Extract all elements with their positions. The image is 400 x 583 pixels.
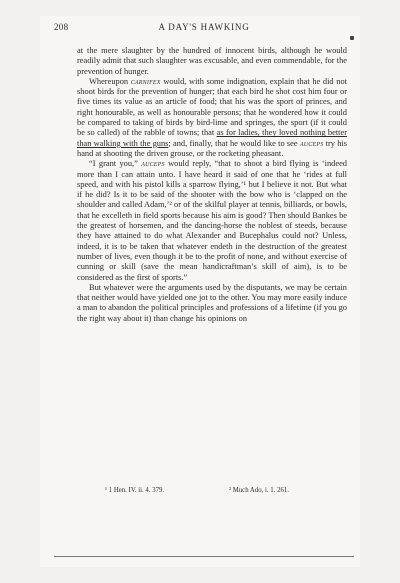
paragraph-2-text-d: try his hand at shooting the driven grouse, or the rocketing pheasant. xyxy=(77,138,348,158)
paragraph-3-text-a: “I grant you,” xyxy=(89,159,142,169)
page-number: 208 xyxy=(54,22,69,32)
paragraph-2-text-b: would, with some indignation, explain that he did not shoot birds for the prevention of hunger; that each bird he shot cost him four or five times its value as an article of food; that his was the sport of princes, and right honourable, as well as honourable persons; that he wondered how it could be compared to taking of birds by bird-lime and springes, the sport (if it could be so called) of the rabble of towns; that xyxy=(77,76,347,138)
paragraph-3 xyxy=(77,159,347,283)
running-title: A DAY'S HAWKING xyxy=(158,22,250,32)
book-page xyxy=(40,16,360,567)
footnote-1: ¹ 1 Hen. IV. ii. 4. 379. xyxy=(105,487,165,494)
name-auceps-2: auceps xyxy=(141,159,165,169)
bottom-rule xyxy=(54,556,354,557)
page-header xyxy=(54,22,354,34)
paragraph-2 xyxy=(77,77,347,159)
name-carnifex: carnifex xyxy=(130,76,161,86)
paragraph-1: at the mere slaughter by the hundred of innocent birds, although he would readily admit that such slaughter was excusable, and even commendable, for the prevention of hunger. xyxy=(77,46,347,76)
paragraph-2-text-a: Whereupon xyxy=(89,76,131,86)
footnote-2: ² Much Ado, i. 1. 261. xyxy=(229,487,290,494)
paragraph-4: But whatever were the arguments used by the disputants, we may be certain that neither would have yielded one jot to the other. You may more easily induce a man to abandon the political principles and professions of a lifetime (if you go the right way about it) than change his opinions on xyxy=(77,282,347,323)
name-auceps: auceps xyxy=(299,138,324,148)
paragraph-3-text-b: would reply, “that to shoot a bird flying is ‘indeed more than I can attain unto. I have heard it said of one that he ‘rides at full speed, and with his pistol kills a sparrow flying,’¹ but I believe it not. But what if he did? Is it to be said of the shooter with the bow who is ‘clapped on the shoulder and called Adam,’² or of the skilful player at tennis, billiards, or bowls, that he excelleth in field sports because his aim is good? Then should Bankes be the greatest of horsemen, and the dancing-horse the noblest of steeds, because they have attained to do what Alexander and Bucephalus could not? Unless, indeed, it is to be taken that whatever endeth in the destruction of the greatest number of lives, even though it be to the profit of none, and without exercise of cunning or skill (save the mean handicraftman’s skill of aim), is to be considered as the first of sports.” xyxy=(77,159,347,282)
body-text xyxy=(77,46,347,324)
underlined-passage: as for ladies, they loved nothing better than walking with the guns xyxy=(77,128,347,148)
edge-mark xyxy=(350,36,354,40)
paragraph-2-text-c: ; and, finally, that he would like to see xyxy=(168,138,300,148)
